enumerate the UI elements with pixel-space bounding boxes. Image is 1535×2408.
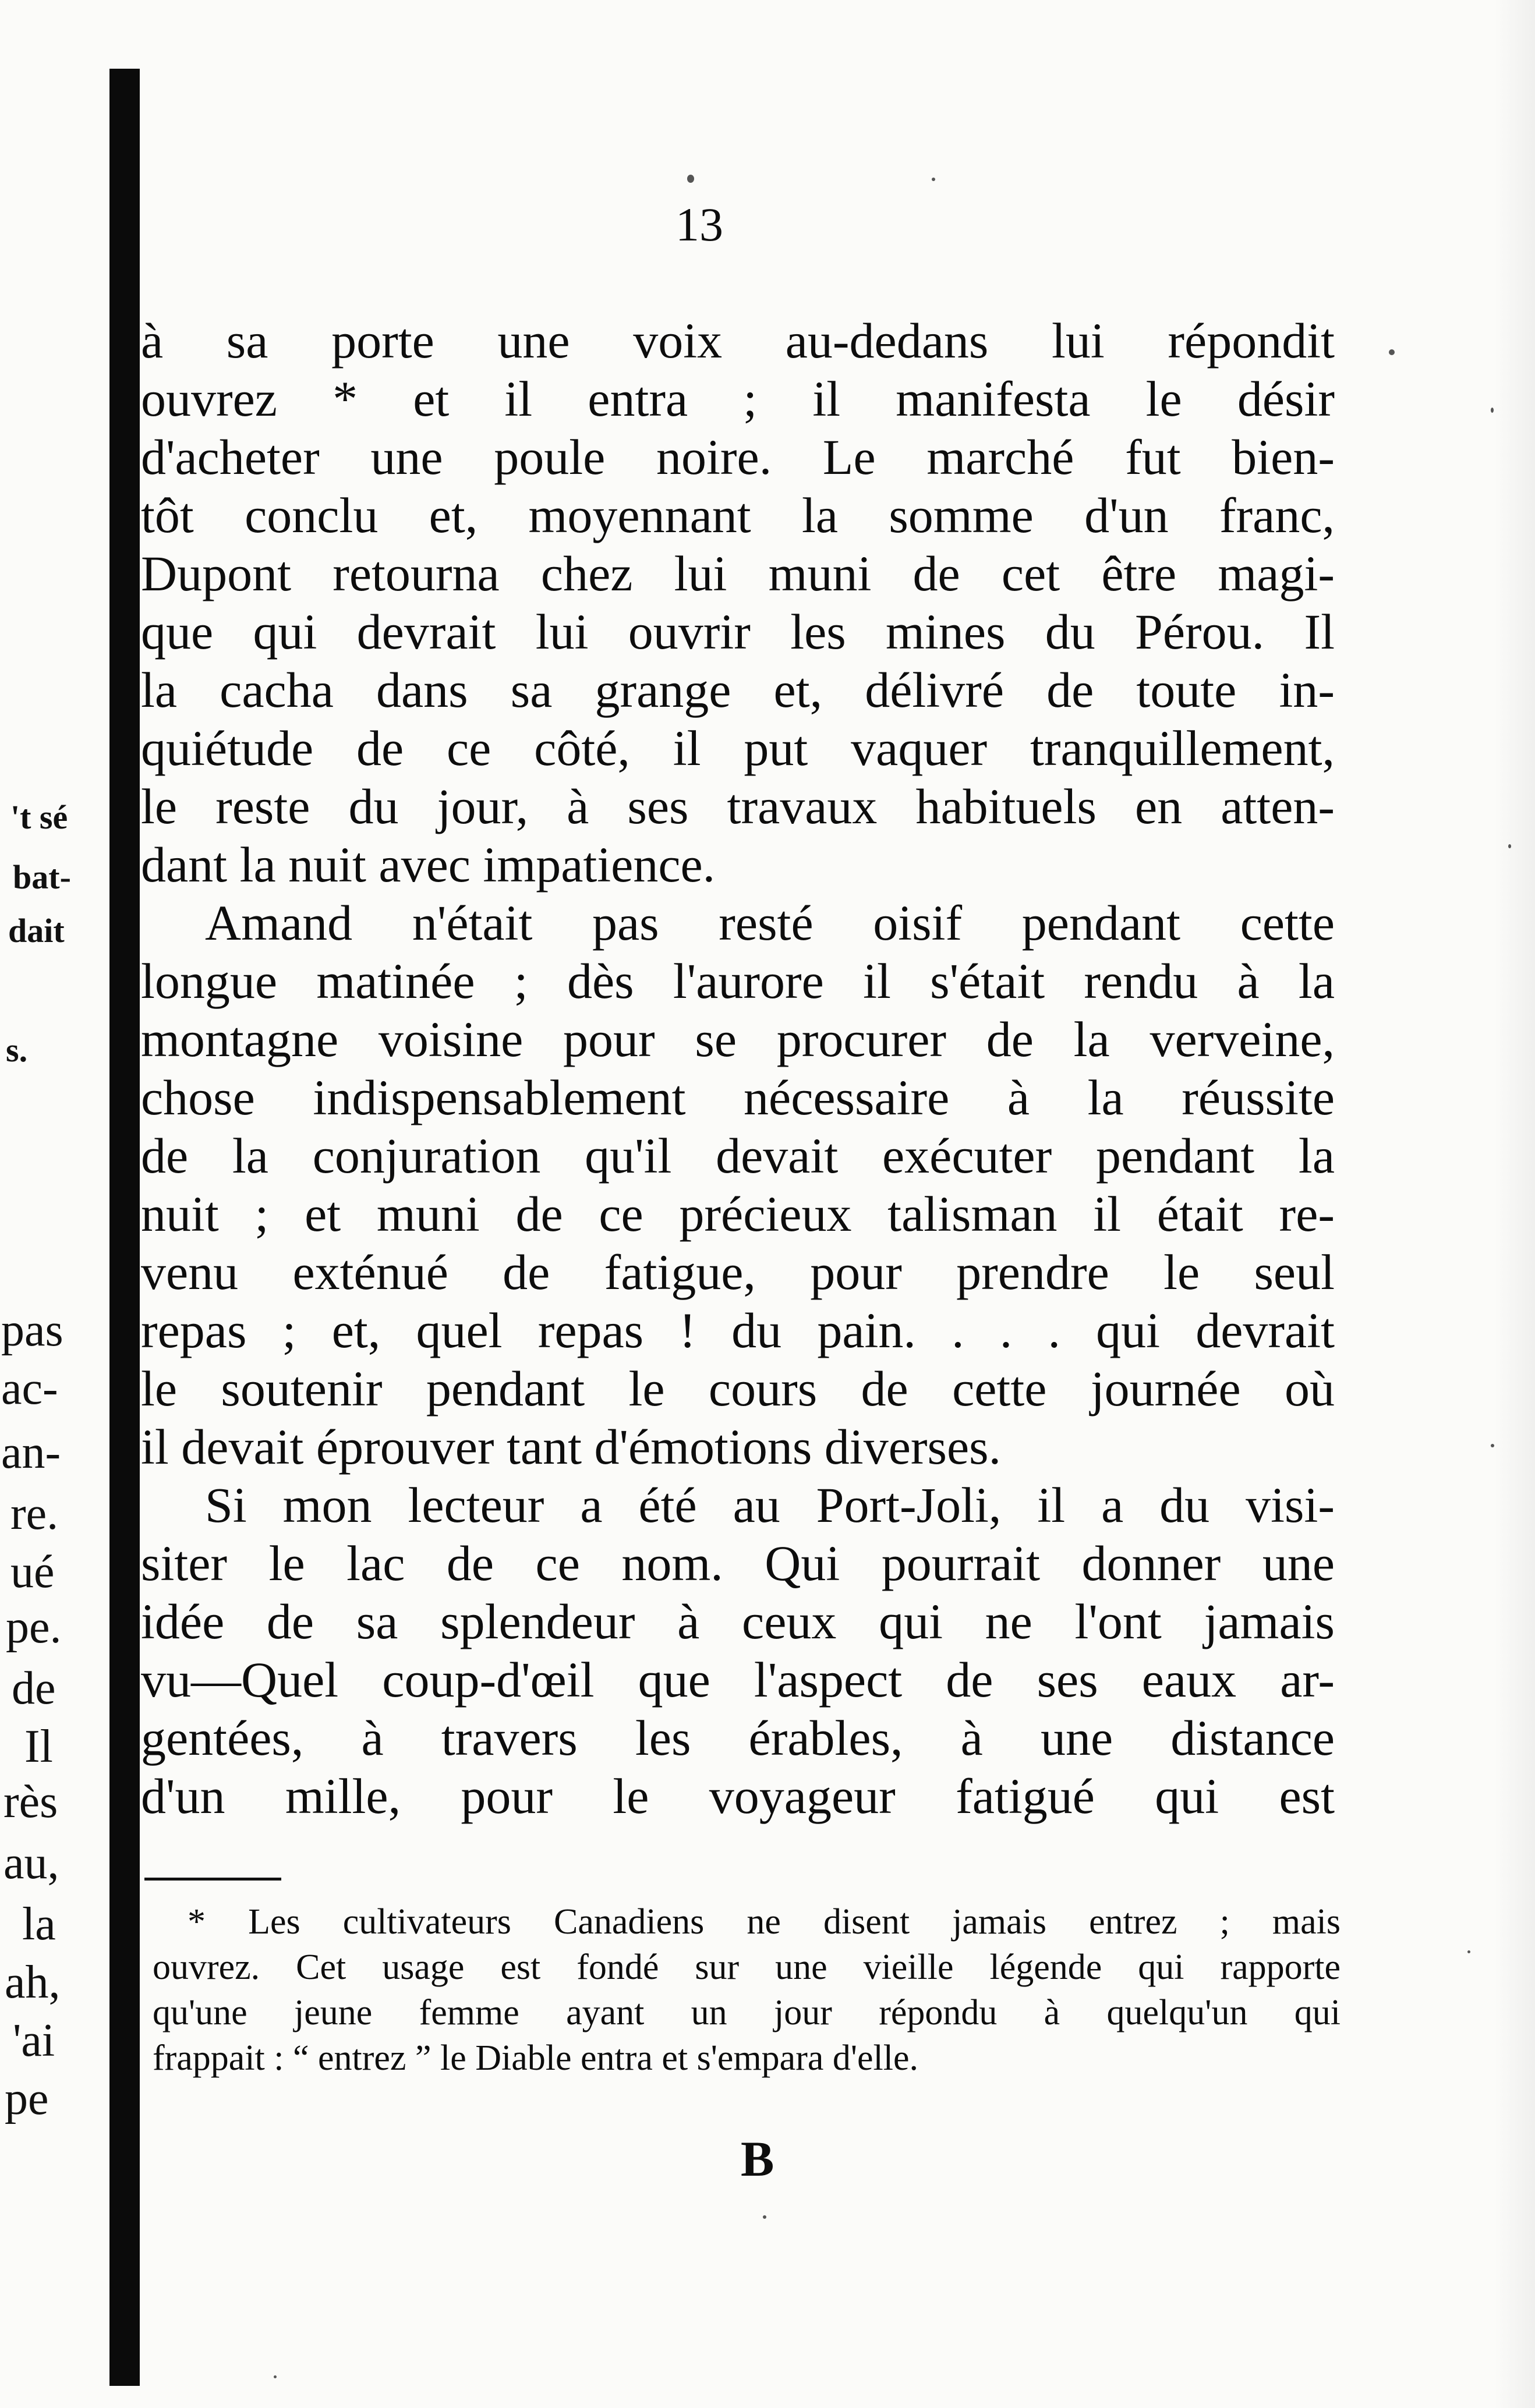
text-line: siter le lac de ce nom. Qui pourrait donner une <box>141 1535 1335 1591</box>
text-line: d'acheter une poule noire. Le marché fut bien- <box>141 429 1335 485</box>
footnote-line: ouvrez. Cet usage est fondé sur une vieille légende qui rapporte <box>153 1947 1341 1987</box>
margin-fragment: pas <box>1 1305 63 1356</box>
scan-speck <box>1491 408 1494 413</box>
margin-fragment: pe <box>5 2073 49 2124</box>
text-line: Si mon lecteur a été au Port-Joli, il a du visi- <box>205 1477 1335 1533</box>
footnote-line: frappait : “ entrez ” le Diable entra et s'empara d'elle. <box>153 2038 919 2078</box>
text-line: de la conjuration qu'il devait exécuter pendant la <box>141 1128 1335 1184</box>
footnote-rule <box>144 1878 281 1881</box>
margin-fragment: ah, <box>5 1957 61 2008</box>
page-number: 13 <box>675 198 723 251</box>
margin-fragment: au, <box>3 1837 59 1889</box>
margin-fragment: 't sé <box>10 798 68 836</box>
margin-fragment: bat- <box>13 858 71 896</box>
binding-gutter <box>109 69 140 2386</box>
margin-fragment: re. <box>10 1488 59 1539</box>
margin-fragment: la <box>22 1899 56 1950</box>
text-line: montagne voisine pour se procurer de la verveine, <box>141 1011 1335 1067</box>
footnote-line: * Les cultivateurs Canadiens ne disent jamais entrez ; mais <box>188 1902 1341 1942</box>
text-line: le reste du jour, à ses travaux habituels en atten- <box>141 778 1335 834</box>
page-edge-shadow <box>1494 0 1535 2408</box>
text-line: longue matinée ; dès l'aurore il s'était rendu à la <box>141 953 1335 1009</box>
footnote-line: qu'une jeune femme ayant un jour répondu à quelqu'un qui <box>153 1993 1341 2032</box>
text-line: quiétude de ce côté, il put vaquer tranquillement, <box>141 720 1335 776</box>
scan-speck <box>763 2215 766 2219</box>
text-line: Amand n'était pas resté oisif pendant cette <box>205 895 1335 951</box>
scan-speck <box>932 178 935 181</box>
footnote <box>153 1899 1341 2081</box>
text-line: Dupont retourna chez lui muni de cet être magi- <box>141 546 1335 601</box>
text-line: venu exténué de fatigue, pour prendre le seul <box>141 1244 1335 1300</box>
text-line: vu—Quel coup-d'œil que l'aspect de ses eaux ar- <box>141 1652 1335 1708</box>
margin-fragment: Il <box>24 1721 53 1772</box>
margin-fragment: ué <box>10 1546 55 1598</box>
text-line: tôt conclu et, moyennant la somme d'un franc, <box>141 487 1335 543</box>
text-line: chose indispensablement nécessaire à la réussite <box>141 1070 1335 1125</box>
margin-fragment: an- <box>1 1427 61 1478</box>
text-line: dant la nuit avec impatience. <box>141 837 716 893</box>
text-line: idée de sa splendeur à ceux qui ne l'ont jamais <box>141 1593 1335 1649</box>
margin-fragment: dait <box>8 912 65 950</box>
text-line: d'un mille, pour le voyageur fatigué qui est <box>141 1768 1335 1824</box>
text-line: gentées, à travers les érables, à une distance <box>141 1710 1335 1766</box>
scan-speck <box>687 175 694 183</box>
signature-mark: B <box>741 2131 774 2187</box>
scan-speck <box>1389 349 1395 355</box>
text-line: que qui devrait lui ouvrir les mines du Pérou. Il <box>141 604 1335 660</box>
text-line: nuit ; et muni de ce précieux talisman il était re- <box>141 1186 1335 1242</box>
text-line: repas ; et, quel repas ! du pain. . . . qui devrait <box>141 1302 1335 1358</box>
facing-page-margin <box>0 0 105 2408</box>
margin-fragment: s. <box>6 1031 28 1069</box>
body-text <box>141 311 1335 1825</box>
margin-fragment: ac- <box>1 1363 58 1414</box>
text-line: il devait éprouver tant d'émotions diverses. <box>141 1419 1002 1475</box>
margin-fragment: 'ai <box>13 2015 55 2066</box>
text-line: la cacha dans sa grange et, délivré de toute in- <box>141 662 1335 718</box>
margin-fragment: rès <box>3 1776 58 1828</box>
text-line: à sa porte une voix au-dedans lui répondit <box>141 313 1335 369</box>
margin-fragment: pe. <box>6 1602 62 1653</box>
scan-speck <box>1467 1950 1470 1953</box>
text-line: ouvrez * et il entra ; il manifesta le désir <box>141 371 1335 427</box>
text-line: le soutenir pendant le cours de cette journée où <box>141 1361 1335 1417</box>
margin-fragment: de <box>12 1663 56 1714</box>
scan-speck <box>274 2375 277 2378</box>
